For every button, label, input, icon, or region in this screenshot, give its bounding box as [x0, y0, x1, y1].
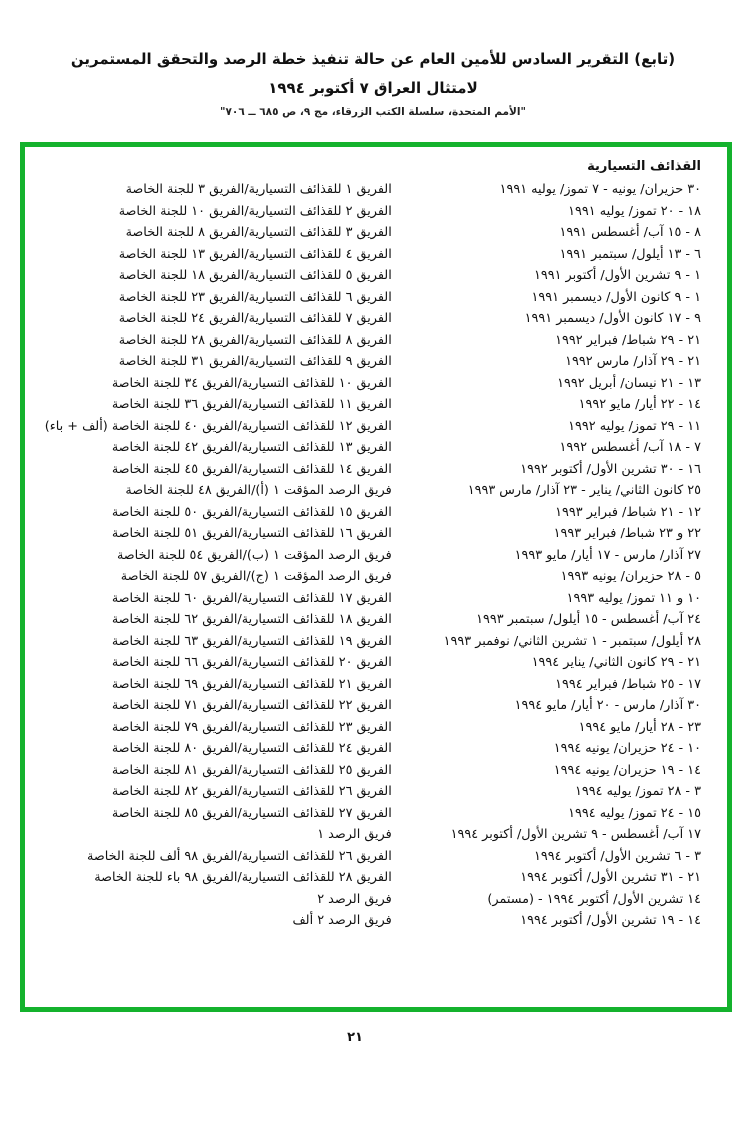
- inspection-team: الفريق ١١ للقذائف التسيارية/الفريق ٣٦ للجنة الخاصة: [111, 397, 392, 412]
- inspection-row: [43, 480, 701, 502]
- inspection-team: الفريق ٢٦ للقذائف التسيارية/الفريق ٩٨ ألف للجنة الخاصة: [87, 848, 392, 864]
- document-header: [0, 0, 746, 120]
- content-border-box: [20, 142, 732, 1012]
- inspection-date: ١٤ - ٢٢ أيار/ مايو ١٩٩٢: [578, 397, 701, 412]
- inspection-team: الفريق ٤ للقذائف التسيارية/الفريق ١٣ للجنة الخاصة: [118, 246, 392, 262]
- inspection-team: الفريق ٥ للقذائف التسيارية/الفريق ١٨ للجنة الخاصة: [118, 268, 392, 283]
- inspection-date: ٧ - ١٨ آب/ أغسطس ١٩٩٢: [559, 440, 701, 455]
- inspection-row: [43, 824, 701, 846]
- inspection-date: ١٠ و ١١ تموز/ يوليه ١٩٩٣: [566, 590, 701, 606]
- inspection-team: الفريق ٢٢ للقذائف التسيارية/الفريق ٧١ للجنة الخاصة: [111, 698, 392, 713]
- inspection-date: ١١ - ٢٩ تموز/ يوليه ١٩٩٢: [568, 418, 701, 434]
- inspection-team: الفريق ٢٦ للقذائف التسيارية/الفريق ٨٢ للجنة الخاصة: [111, 784, 392, 799]
- inspection-date: ١٤ تشرين الأول/ أكتوبر ١٩٩٤ - (مستمر): [487, 891, 701, 907]
- inspection-date: ٣٠ حزيران/ يونيه - ٧ تموز/ يوليه ١٩٩١: [499, 182, 701, 197]
- inspection-team: الفريق ٢ للقذائف التسيارية/الفريق ١٠ للجنة الخاصة: [118, 203, 392, 219]
- inspection-team: فريق الرصد المؤقت ١ (أ)/الفريق ٤٨ للجنة الخاصة: [125, 483, 392, 498]
- inspection-row: [43, 867, 701, 889]
- inspection-team: فريق الرصد المؤقت ١ (ج)/الفريق ٥٧ للجنة الخاصة: [120, 569, 392, 584]
- inspection-date: ٢١ - ٢٩ شباط/ فبراير ١٩٩٢: [555, 332, 701, 348]
- inspection-date: ١٦ - ٣٠ تشرين الأول/ أكتوبر ١٩٩٢: [520, 461, 701, 477]
- inspection-team: الفريق ١٣ للقذائف التسيارية/الفريق ٤٢ للجنة الخاصة: [111, 440, 392, 455]
- inspection-date: ٣٠ آذار/ مارس - ٢٠ أيار/ مايو ١٩٩٤: [514, 698, 701, 713]
- inspection-team: الفريق ٢٠ للقذائف التسيارية/الفريق ٦٦ للجنة الخاصة: [111, 655, 392, 670]
- inspection-team: الفريق ١٤ للقذائف التسيارية/الفريق ٤٥ للجنة الخاصة: [111, 461, 392, 477]
- inspection-team: الفريق ١ للقذائف التسيارية/الفريق ٣ للجنة الخاصة: [125, 182, 392, 197]
- inspection-date: ٢٣ - ٢٨ أيار/ مايو ١٩٩٤: [578, 719, 701, 735]
- inspection-team: فريق الرصد ٢ ألف: [292, 913, 392, 928]
- inspection-row: [43, 394, 701, 416]
- inspection-team: الفريق ١٥ للقذائف التسيارية/الفريق ٥٠ للجنة الخاصة: [111, 504, 392, 520]
- inspection-team: الفريق ٢٨ للقذائف التسيارية/الفريق ٩٨ باء للجنة الخاصة: [94, 870, 392, 885]
- inspection-team: الفريق ١٧ للقذائف التسيارية/الفريق ٦٠ للجنة الخاصة: [111, 590, 392, 606]
- inspection-row: [43, 631, 701, 653]
- inspection-date: ٢١ - ٢٩ آذار/ مارس ١٩٩٢: [565, 354, 701, 369]
- inspection-row: [43, 566, 701, 588]
- inspection-row: [43, 803, 701, 825]
- inspection-date: ٨ - ١٥ آب/ أغسطس ١٩٩١: [559, 225, 701, 240]
- inspection-row: [43, 717, 701, 739]
- inspection-row: [43, 910, 701, 932]
- inspection-row: [43, 373, 701, 395]
- inspection-date: ٩ - ١٧ كانون الأول/ ديسمبر ١٩٩١: [524, 311, 701, 326]
- inspection-date: ٢٨ أيلول/ سبتمبر - ١ تشرين الثاني/ نوفمبر ١٩٩٣: [443, 633, 701, 649]
- inspection-team: الفريق ٧ للقذائف التسيارية/الفريق ٢٤ للجنة الخاصة: [118, 311, 392, 326]
- inspection-team: الفريق ٢٤ للقذائف التسيارية/الفريق ٨٠ للجنة الخاصة: [111, 741, 392, 756]
- inspection-row: [43, 609, 701, 631]
- inspection-team: الفريق ٢٧ للقذائف التسيارية/الفريق ٨٥ للجنة الخاصة: [111, 805, 392, 821]
- inspection-row: [43, 846, 701, 868]
- inspection-row: [43, 308, 701, 330]
- inspection-team: فريق الرصد ٢: [317, 891, 392, 907]
- inspection-team: فريق الرصد ١: [317, 827, 392, 842]
- inspection-row: [43, 523, 701, 545]
- inspection-team: الفريق ١٨ للقذائف التسيارية/الفريق ٦٢ للجنة الخاصة: [111, 612, 392, 627]
- page-subtitle: لامتثال العراق ٧ أكتوبر ١٩٩٤: [268, 79, 478, 97]
- inspection-date: ١٠ - ٢٤ حزيران/ يونيه ١٩٩٤: [553, 741, 701, 756]
- inspection-row: [43, 760, 701, 782]
- inspection-date: ١٤ - ١٩ تشرين الأول/ أكتوبر ١٩٩٤: [520, 913, 701, 928]
- inspection-row: [43, 781, 701, 803]
- inspection-row: [43, 416, 701, 438]
- inspection-row: [43, 738, 701, 760]
- inspection-row: [43, 330, 701, 352]
- page-title: (تابع) التقرير السادس للأمين العام عن حالة تنفيذ خطة الرصد والتحقق المستمرين: [70, 50, 676, 68]
- inspection-team: الفريق ٣ للقذائف التسيارية/الفريق ٨ للجنة الخاصة: [125, 225, 392, 240]
- inspection-date: ١٥ - ٢٤ تموز/ يوليه ١٩٩٤: [568, 805, 701, 821]
- inspection-row: [43, 459, 701, 481]
- inspection-date: ٢٤ آب/ أغسطس - ١٥ أيلول/ سبتمبر ١٩٩٣: [476, 612, 701, 627]
- inspection-date: ١٧ - ٢٥ شباط/ فبراير ١٩٩٤: [555, 676, 701, 692]
- inspection-row: [43, 502, 701, 524]
- inspection-date: ٢٧ آذار/ مارس - ١٧ أيار/ مايو ١٩٩٣: [514, 547, 701, 563]
- inspection-row: [43, 588, 701, 610]
- inspection-team: الفريق ١٦ للقذائف التسيارية/الفريق ٥١ للجنة الخاصة: [111, 526, 392, 541]
- inspection-row: [43, 287, 701, 309]
- inspection-date: ١٧ آب/ أغسطس - ٩ تشرين الأول/ أكتوبر ١٩٩٤: [450, 827, 701, 842]
- inspection-rows: [43, 179, 701, 932]
- inspection-team: فريق الرصد المؤقت ١ (ب)/الفريق ٥٤ للجنة الخاصة: [116, 547, 392, 563]
- inspection-team: الفريق ٢١ للقذائف التسيارية/الفريق ٦٩ للجنة الخاصة: [111, 676, 392, 692]
- section-heading-ballistic-missiles: القذائف التسيارية: [587, 159, 701, 174]
- inspection-row: [43, 889, 701, 911]
- inspection-team: الفريق ٩ للقذائف التسيارية/الفريق ٣١ للجنة الخاصة: [118, 354, 392, 369]
- inspection-date: ٢١ - ٣١ تشرين الأول/ أكتوبر ١٩٩٤: [520, 870, 701, 885]
- inspection-row: [43, 695, 701, 717]
- inspection-row: [43, 351, 701, 373]
- inspection-date: ٢٢ و ٢٣ شباط/ فبراير ١٩٩٣: [553, 526, 701, 541]
- inspection-date: ٣ - ٦ تشرين الأول/ أكتوبر ١٩٩٤: [533, 848, 701, 864]
- inspection-team: الفريق ٢٥ للقذائف التسيارية/الفريق ٨١ للجنة الخاصة: [111, 762, 392, 778]
- inspection-date: ١٣ - ٢١ نيسان/ أبريل ١٩٩٢: [557, 375, 701, 391]
- inspection-row: [43, 222, 701, 244]
- inspection-row: [43, 244, 701, 266]
- inspection-team: الفريق ١٩ للقذائف التسيارية/الفريق ٦٣ للجنة الخاصة: [111, 633, 392, 649]
- inspection-team: الفريق ٦ للقذائف التسيارية/الفريق ٢٣ للجنة الخاصة: [118, 289, 392, 305]
- inspection-row: [43, 179, 701, 201]
- inspection-date: ٢١ - ٢٩ كانون الثاني/ يناير ١٩٩٤: [531, 655, 701, 670]
- inspection-row: [43, 201, 701, 223]
- inspection-row: [43, 674, 701, 696]
- inspection-date: ١٤ - ١٩ حزيران/ يونيه ١٩٩٤: [553, 762, 701, 778]
- inspection-team: الفريق ١٠ للقذائف التسيارية/الفريق ٣٤ للجنة الخاصة: [111, 375, 392, 391]
- inspection-row: [43, 437, 701, 459]
- page-number: ٢١: [347, 1030, 363, 1045]
- source-citation: "الأمم المتحدة، سلسلة الكتب الزرقاء، مج ٩، ص ٦٨٥ ــ ٧٠٦": [220, 106, 526, 118]
- inspection-team: الفريق ٢٣ للقذائف التسيارية/الفريق ٧٩ للجنة الخاصة: [111, 719, 392, 735]
- inspection-row: [43, 265, 701, 287]
- inspection-date: ٢٥ كانون الثاني/ يناير - ٢٣ آذار/ مارس ١٩٩٣: [467, 483, 701, 498]
- inspection-date: ١٨ - ٢٠ تموز/ يوليه ١٩٩١: [568, 203, 701, 219]
- inspection-team: الفريق ١٢ للقذائف التسيارية/الفريق ٤٠ للجنة الخاصة (ألف + باء): [44, 418, 392, 434]
- inspection-date: ٣ - ٢٨ تموز/ يوليه ١٩٩٤: [575, 784, 701, 799]
- inspection-row: [43, 545, 701, 567]
- inspection-row: [43, 652, 701, 674]
- inspection-date: ١ - ٩ كانون الأول/ ديسمبر ١٩٩١: [531, 289, 701, 305]
- inspection-date: ٦ - ١٣ أيلول/ سبتمبر ١٩٩١: [559, 246, 701, 262]
- inspection-date: ١٢ - ٢١ شباط/ فبراير ١٩٩٣: [555, 504, 701, 520]
- inspection-date: ١ - ٩ تشرين الأول/ أكتوبر ١٩٩١: [533, 268, 701, 283]
- inspection-team: الفريق ٨ للقذائف التسيارية/الفريق ٢٨ للجنة الخاصة: [118, 332, 392, 348]
- inspection-date: ٥ - ٢٨ حزيران/ يونيه ١٩٩٣: [560, 569, 701, 584]
